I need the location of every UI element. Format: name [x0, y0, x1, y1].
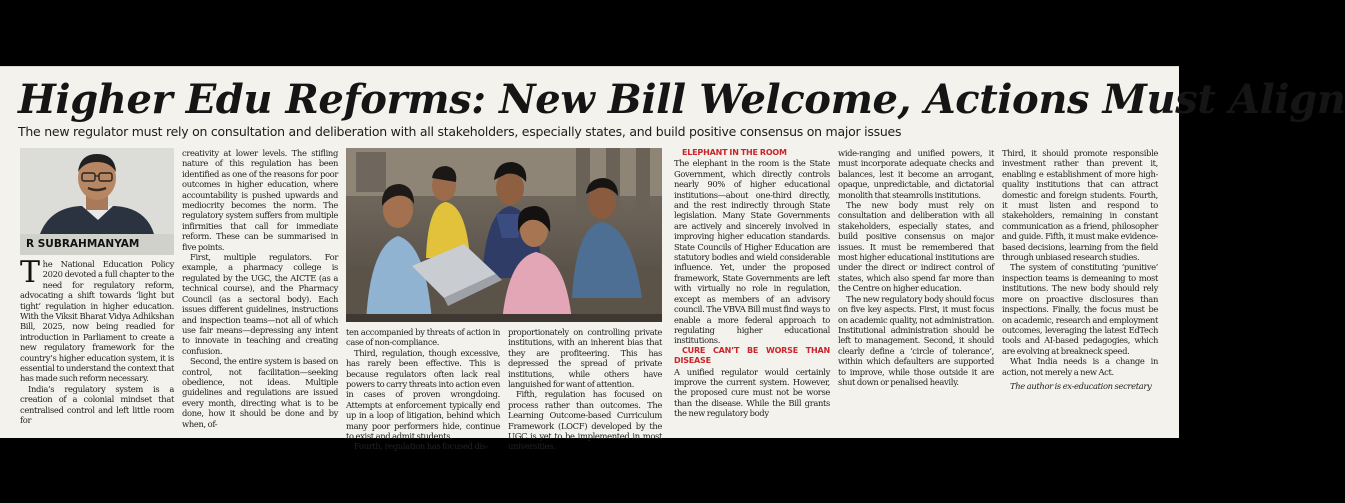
paragraph-text: he National Education Policy 2020 devoted a full chapter to the need for regulatory reform, advocating a shift towards ‘light but tight’ regulation in higher education. With the Viksit Bharat Vidya Adhikshan Bill, 2025, now being readied for introduction in Parliament to create a new regulatory framework for the country’s higher education system, it is essential to understand the context that has made such reform necessary. — [20, 259, 174, 384]
author-portrait-image — [20, 148, 174, 234]
drop-cap: T — [20, 255, 40, 290]
article-paragraph: The new regulatory body should focus on five key aspects. First, it must focus on academic quality, not administration. Institutional administration should be left to management. Second, it should clearly define a ‘circle of tolerance’, within which defaulters are supported to improve, while those outside it are shut down or penalised heavily. — [838, 293, 994, 387]
article-column-5 — [674, 148, 830, 438]
author-byline: R SUBRAHMANYAM — [26, 238, 140, 250]
section-heading: ELEPHANT IN THE ROOM — [682, 148, 787, 157]
author-portrait — [20, 148, 174, 234]
article-paragraph: India’s regulatory system is a creation of a colonial mindset that centralised control and left little room for — [20, 383, 174, 426]
article-paragraph: Third, regulation, though excessive, has rarely been effective. This is because regulators often lack real powers to carry threats into action even in cases of proven wrongdoing. Attempts at enforcement typically end up in a loop of litigation, behind which many poor performers hide, continue to exist and admit students. — [346, 347, 500, 442]
article-paragraph: The system of constituting ‘punitive’ inspection teams is demeaning to most institutions. The new body should rely more on proactive disclosures than inspections. Finally, the focus must be on academic, research and employment outcomes, leveraging the latest EdTech tools and AI-based pedagogies, which are evolving at breakneck speed. — [1002, 262, 1158, 356]
article-paragraph: What India needs is a change in action, not merely a new Act. — [1002, 356, 1158, 377]
article-paragraph: A unified regulator would certainly improve the current system. However, the proposed cure must not be worse than the disease. While the Bill grants the new regulatory body — [674, 366, 830, 419]
article-subheadline: The new regulator must rely on consultation and deliberation with all stakeholders, especially states, and build positive consensus on major issues — [18, 124, 902, 139]
article-headline: Higher Edu Reforms: New Bill Welcome, Actions Must Align — [18, 76, 1345, 123]
article-paragraph: The new body must rely on consultation and deliberation with all stakeholders, especially states, and build positive consensus on major issues. It must be remembered that most higher educational institutions are under the direct or indirect control of states, which also spend far more than the Centre on higher education. — [838, 200, 994, 294]
article-paragraph: ten accompanied by threats of action in case of non-compliance. — [346, 327, 500, 348]
article-paragraph: Second, the entire system is based on control, not facilitation—seeking obedience, not ideas. Multiple guidelines and regulations are issued every month, directing what is to be done, how it should be done and by when, of- — [182, 356, 338, 429]
article-paragraph: Fifth, regulation has focused on process rather than outcomes. The Learning Outcome-based Curriculum Framework (LOCF) developed by the UGC is yet to be implemented in most universities. — [508, 389, 662, 452]
newspaper-clipping — [0, 66, 1345, 452]
article-paragraph: creativity at lower levels. The stifling nature of this regulation has been identified as one of the reasons for poor outcomes in higher education, where accountability is pushed upwards and mediocrity becomes the norm. The regulatory system suffers from multiple infirmities that call for immediate reform. These can be summarised in five points. — [182, 148, 338, 252]
article-paragraph: Third, it should promote responsible investment rather than prevent it, enabling e establishment of more high-quality institutions that can attract domestic and foreign students. Fourth, it must listen and respond to stakeholders, remaining in constant communication as a friend, philosopher and guide. Fifth, it must make evidence-based decisions, learning from the field through unbiased research studies. — [1002, 148, 1158, 263]
article-paragraph: First, multiple regulators. For example, a pharmacy college is regulated by the UGC, the AICTE (as a technical course), and the Pharmacy Council (as a sectoral body). Each issues different guidelines, instructions and inspection teams—not all of which use fair means—depressing any intent to innovate in teaching and creating confusion. — [182, 252, 338, 356]
article-column-4 — [508, 327, 662, 452]
article-paragraph: proportionately on controlling private institutions, with an inherent bias that they are profiteering. This has depressed the spread of private institutions, while others have languished for want of attention. — [508, 327, 662, 390]
article-column-7 — [1002, 148, 1158, 438]
article-column-1 — [20, 255, 174, 435]
article-paragraph: wide-ranging and unified powers, it must incorporate adequate checks and balances, lest it become an arrogant, opaque, unpredictable, and dictatorial monolith that steamrolls institutions. — [838, 148, 994, 200]
article-paragraph — [20, 255, 174, 384]
section-heading: CURE CAN’T BE WORSE THAN DISEASE — [674, 345, 830, 366]
paper-edge — [0, 66, 1179, 67]
byline-bar — [20, 234, 174, 255]
article-column-6 — [838, 148, 994, 438]
article-paragraph: Fourth, regulation has focused dis- — [354, 441, 489, 452]
article-column-3 — [346, 327, 500, 452]
students-photo-image — [346, 148, 662, 322]
author-note: The author is ex-education secretary — [1010, 380, 1152, 391]
article-paragraph: The elephant in the room is the State Government, which directly controls nearly 90% of higher educational institutions—about one-third directly, and the rest indirectly through State legislation. Many State Governments are actively and sincerely involved in improving higher education standards. State Councils of Higher Education are statutory bodies and wield considerable influence. Yet, under the proposed framework, State Governments are left with virtually no role in regulation, except as members of an advisory council. The VBVA Bill must find ways to enable a more federal approach to regulating higher educational institutions. — [674, 158, 830, 346]
article-column-2 — [182, 148, 338, 438]
students-photo — [346, 148, 662, 322]
